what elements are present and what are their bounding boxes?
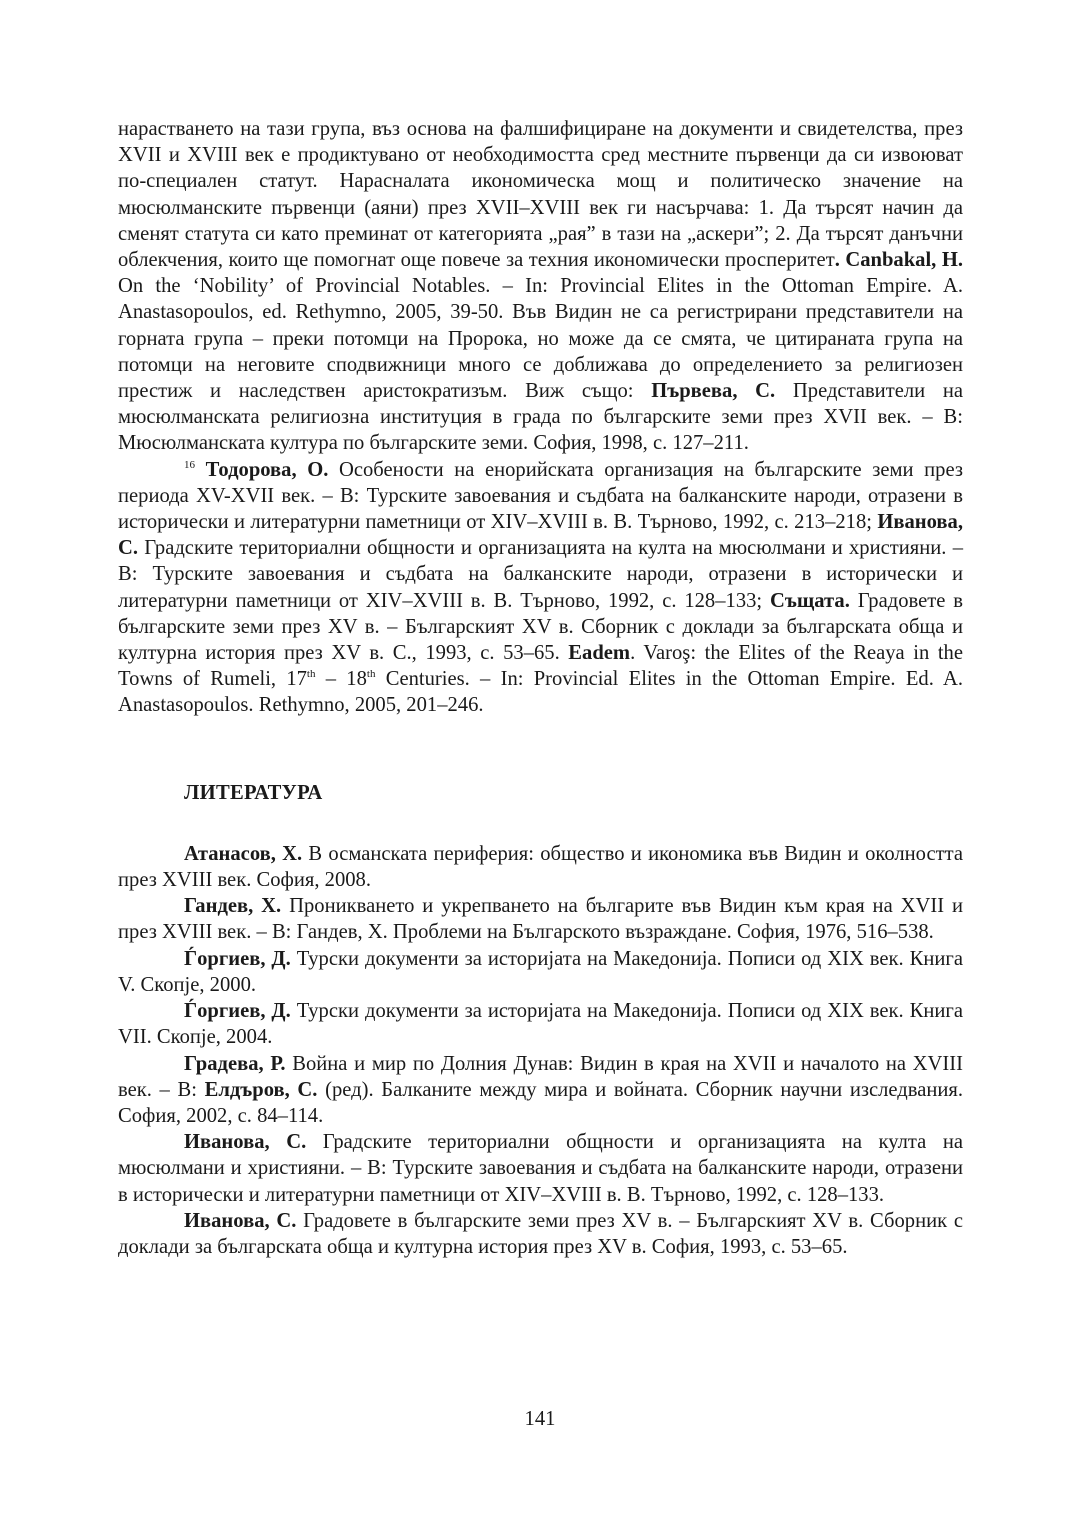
footnote-16: $^{16}$ Тодорова, О. Особености на енорийската организация на българските земи през периода XV-XVII век. – В: Турските завоевания и съдбата на балканските народи, отразени в исторически и литературни паметници от XIV–XVIII в. В. Търново, 1992, с. 213–218; Иванова, С. Градските териториални общности и организацията на култа на мюсюлмани и християни. – В: Турските завоевания и съдбата на балканските народи, отразени в исторически и литературни паметници от XIV–XVIII в. В. Търново, 1992, с. 128–133; Същата. Градовете в българските земи през XV в. – Българският XV в. Сборник с доклади за българската обща и културна история през XV в. С., 1993, с. 53–65. Eadem. Varoş: the Elites of the Reaya in the Towns of Rumeli, 17th – 18th Centuries. – In: Provincial Elites in the Ottoman Empire. Ed. A. Anastasopoulos. Rethymno, 2005, 201–246. xyxy=(118,458,963,717)
bibliography-entry: Атанасов, Х. В османската периферия: общество и икономика във Видин и околността през XVIII век. София, 2008. xyxy=(118,842,963,892)
bibliography-entry: Иванова, С. Градските териториални общности и организацията на култа на мюсюлмани и християни. – В: Турските завоевания и съдбата на балканските народи, отразени в исторически и литературни паметници от XIV–XVIII в. В. Търново, 1992, с. 128–133. xyxy=(118,1131,963,1206)
bibliography-entry: Гандев, Х. Проникването и укрепването на българите във Видин към края на XVII и през XVIII век. – В: Гандев, Х. Проблеми на Българското възраждане. София, 1976, 516–538. xyxy=(118,895,963,944)
bibliography-entry: Градева, Р. Война и мир по Долния Дунав: Видин в края на XVII и началото на XVIII век. – В: Елдъров, С. (ред). Балканите между мира и войната. Сборник научни изследвания. София, 2002, с. 84–114. xyxy=(118,1052,964,1127)
bibliography-entry: Ѓоргиев, Д. Турски документи за историјата на Македонија. Пописи од XIX век. Книга V. Скопје, 2000. xyxy=(118,947,963,996)
footnote-continuation: нарастването на тази група, въз основа на фалшифициране на документи и свидетелства, през XVII и XVIII век е продиктувано от необходимостта сред местните първенци да си извоюват по-специален статут. Нарасналата икономическа мощ и политическо значение на мюсюлманските първенци (аяни) през XVII–XVIII век ги насърчава: 1. Да търсят начин да сменят статута си като преминат от категорията „рая” в тази на „аскери”; 2. Да търсят данъчни облекчения, които ще помогнат още повече за техния икономически просперитет. Canbakal, H. On the ‘Nobility’ of Provincial Notables. – In: Provincial Elites in the Ottoman Empire. A. Anastasopoulos, ed. Rethymno, 2005, 39-50. Във Видин не са регистрирани представители на горната група – преки потомци на Пророка, но може да се смята, че цитираната група на потомци на неговите сподвижници много се доближава до определението за религиозен престиж и наследствен аристократизъм. Виж също: Първева, С. Представители на мюсюлманската религиозна институция в града по българските земи през XVII век. – В: Мюсюлманската култура по българските земи. София, 1998, с. 127–211. xyxy=(118,118,963,455)
footnote-number: 16 xyxy=(184,458,195,471)
section-heading: ЛИТЕРАТУРА xyxy=(184,781,323,804)
bibliography-entry: Иванова, С. Градовете в българските земи през XV в. – Българският XV в. Сборник с доклади за българската обща и културна история през XV в. София, 1993, с. 53–65. xyxy=(118,1209,963,1258)
bibliography-list xyxy=(118,841,963,1260)
page-number: 141 xyxy=(524,1408,556,1430)
page-body xyxy=(118,116,963,1260)
bibliography-entry: Ѓоргиев, Д. Турски документи за историјата на Македонија. Пописи од XIX век. Книга VII. Скопје, 2004. xyxy=(118,1000,963,1049)
